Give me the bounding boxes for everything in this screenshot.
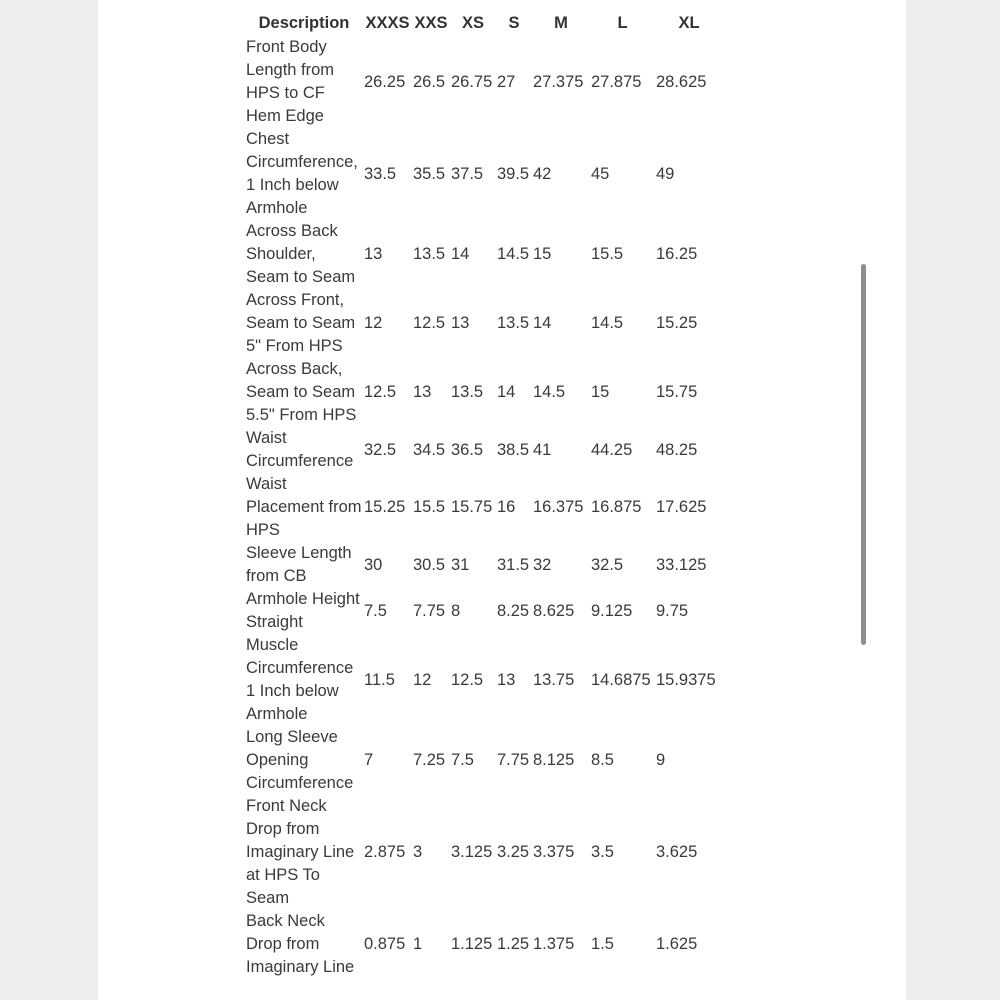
document-page — [98, 0, 906, 1000]
measurement-cell: 3.5 — [591, 843, 614, 861]
measurement-cell: 13 — [451, 314, 470, 332]
measurement-cell: 15.75 — [451, 498, 493, 516]
measurement-cell: 14.5 — [591, 314, 624, 332]
row-description: Waist Placement from HPS — [246, 475, 362, 539]
row-description: Long Sleeve Opening Circumference — [246, 728, 354, 792]
row-description: Chest Circumference, 1 Inch below Armhole — [246, 130, 358, 217]
measurement-cell: 39.5 — [497, 164, 530, 183]
row-description: Front Neck Drop from Imaginary Line at HPS To Seam — [246, 797, 355, 907]
table-row — [245, 542, 723, 588]
measurement-cell: 8.125 — [533, 751, 575, 769]
measurement-cell: 12.5 — [451, 670, 484, 689]
table-row — [245, 220, 723, 289]
measurement-cell: 3 — [413, 843, 423, 861]
table-row — [245, 36, 723, 128]
measurement-cell: 38.5 — [497, 440, 530, 459]
header-size-m: M — [554, 13, 568, 32]
measurement-cell: 31.5 — [497, 555, 530, 574]
measurement-cell: 15.25 — [364, 498, 406, 516]
table-row — [245, 128, 723, 220]
table-row — [245, 358, 723, 427]
measurement-cell: 26.25 — [364, 72, 406, 91]
measurement-cell: 7.25 — [413, 751, 446, 769]
row-description: Armhole Height Straight — [246, 590, 360, 631]
measurement-cell: 3.125 — [451, 843, 493, 861]
measurement-cell: 14.5 — [497, 245, 530, 263]
measurement-cell: 2.875 — [364, 843, 406, 861]
measurement-cell: 26.75 — [451, 72, 493, 91]
measurement-cell: 1.375 — [533, 935, 575, 953]
measurement-cell: 17.625 — [656, 498, 707, 516]
measurement-cell: 32.5 — [364, 440, 397, 459]
table-scroll-area[interactable] — [98, 0, 906, 1000]
measurement-cell: 30.5 — [413, 555, 446, 574]
measurement-cell: 13 — [497, 670, 516, 689]
row-description: Waist Circumference — [246, 429, 354, 470]
measurement-cell: 1 — [413, 935, 423, 953]
header-size-xxxs: XXXS — [365, 13, 410, 32]
measurement-cell: 42 — [533, 164, 552, 183]
measurement-cell: 7.75 — [497, 751, 530, 769]
row-description: Across Back, Seam to Seam 5.5" From HPS — [246, 360, 357, 424]
table-header-row — [245, 8, 723, 36]
measurement-cell: 35.5 — [413, 164, 446, 183]
measurement-cell: 28.625 — [656, 72, 707, 91]
measurement-cell: 15.5 — [413, 498, 446, 516]
measurement-cell: 7 — [364, 751, 374, 769]
table-row — [245, 473, 723, 542]
measurement-cell: 37.5 — [451, 164, 484, 183]
size-chart-table — [245, 8, 723, 979]
measurement-cell: 32.5 — [591, 555, 624, 574]
row-description: Back Neck Drop from Imaginary Line — [246, 912, 355, 976]
measurement-cell: 12.5 — [364, 383, 397, 401]
table-row — [245, 634, 723, 726]
measurement-cell: 8.25 — [497, 601, 530, 620]
row-description: Across Front, Seam to Seam 5" From HPS — [246, 291, 356, 355]
measurement-cell: 1.125 — [451, 935, 493, 953]
table-row — [245, 795, 723, 910]
measurement-cell: 14 — [533, 314, 552, 332]
row-description: Muscle Circumference 1 Inch below Armhole — [246, 636, 354, 723]
header-description: Description — [258, 13, 350, 32]
measurement-cell: 13 — [364, 245, 383, 263]
measurement-cell: 27 — [497, 72, 516, 91]
measurement-cell: 15.9375 — [656, 670, 716, 689]
measurement-cell: 8 — [451, 601, 461, 620]
measurement-cell: 9 — [656, 751, 666, 769]
measurement-cell: 13.75 — [533, 670, 575, 689]
table-row — [245, 427, 723, 473]
measurement-cell: 7.5 — [364, 601, 387, 620]
measurement-cell: 8.625 — [533, 601, 575, 620]
measurement-cell: 9.75 — [656, 601, 689, 620]
measurement-cell: 8.5 — [591, 751, 614, 769]
measurement-cell: 48.25 — [656, 440, 698, 459]
row-description: Sleeve Length from CB — [246, 544, 352, 585]
measurement-cell: 45 — [591, 164, 610, 183]
measurement-cell: 27.875 — [591, 72, 642, 91]
measurement-cell: 11.5 — [364, 670, 395, 689]
measurement-cell: 31 — [451, 555, 470, 574]
measurement-cell: 34.5 — [413, 440, 446, 459]
measurement-cell: 1.5 — [591, 935, 614, 953]
header-size-xl: XL — [678, 13, 700, 32]
measurement-cell: 44.25 — [591, 440, 633, 459]
measurement-cell: 14.6875 — [591, 670, 651, 689]
header-size-xxs: XXS — [414, 13, 448, 32]
measurement-cell: 32 — [533, 555, 552, 574]
measurement-cell: 9.125 — [591, 601, 633, 620]
row-description: Across Back Shoulder, Seam to Seam — [246, 222, 356, 286]
measurement-cell: 7.75 — [413, 601, 446, 620]
measurement-cell: 33.5 — [364, 164, 397, 183]
table-row — [245, 910, 723, 979]
measurement-cell: 7.5 — [451, 751, 474, 769]
measurement-cell: 41 — [533, 440, 552, 459]
measurement-cell: 30 — [364, 555, 383, 574]
table-row — [245, 289, 723, 358]
measurement-cell: 26.5 — [413, 72, 446, 91]
table-body — [245, 36, 723, 979]
measurement-cell: 13 — [413, 383, 432, 401]
measurement-cell: 14 — [497, 383, 516, 401]
measurement-cell: 15 — [533, 245, 552, 263]
measurement-cell: 3.625 — [656, 843, 698, 861]
measurement-cell: 16.25 — [656, 245, 698, 263]
measurement-cell: 15.75 — [656, 383, 698, 401]
measurement-cell: 3.25 — [497, 843, 530, 861]
measurement-cell: 13.5 — [451, 383, 484, 401]
scrollbar-thumb[interactable] — [861, 264, 866, 645]
measurement-cell: 27.375 — [533, 72, 584, 91]
measurement-cell: 16.375 — [533, 498, 584, 516]
measurement-cell: 14 — [451, 245, 470, 263]
measurement-cell: 12 — [364, 314, 383, 332]
measurement-cell: 15.25 — [656, 314, 698, 332]
measurement-cell: 15 — [591, 383, 610, 401]
header-size-l: L — [617, 13, 628, 32]
measurement-cell: 0.875 — [364, 935, 406, 953]
table-row — [245, 588, 723, 634]
header-size-xs: XS — [461, 13, 484, 32]
measurement-cell: 16 — [497, 498, 516, 516]
row-description: Front Body Length from HPS to CF Hem Edge — [246, 38, 335, 125]
measurement-cell: 1.25 — [497, 935, 530, 953]
measurement-cell: 1.625 — [656, 935, 698, 953]
measurement-cell: 14.5 — [533, 383, 566, 401]
measurement-cell: 13.5 — [413, 245, 446, 263]
measurement-cell: 36.5 — [451, 440, 484, 459]
measurement-cell: 49 — [656, 164, 675, 183]
measurement-cell: 12.5 — [413, 314, 446, 332]
measurement-cell: 12 — [413, 670, 432, 689]
header-size-s: S — [508, 13, 520, 32]
measurement-cell: 3.375 — [533, 843, 575, 861]
measurement-cell: 15.5 — [591, 245, 624, 263]
measurement-cell: 33.125 — [656, 555, 707, 574]
measurement-cell: 16.875 — [591, 498, 642, 516]
table-row — [245, 726, 723, 795]
measurement-cell: 13.5 — [497, 314, 530, 332]
